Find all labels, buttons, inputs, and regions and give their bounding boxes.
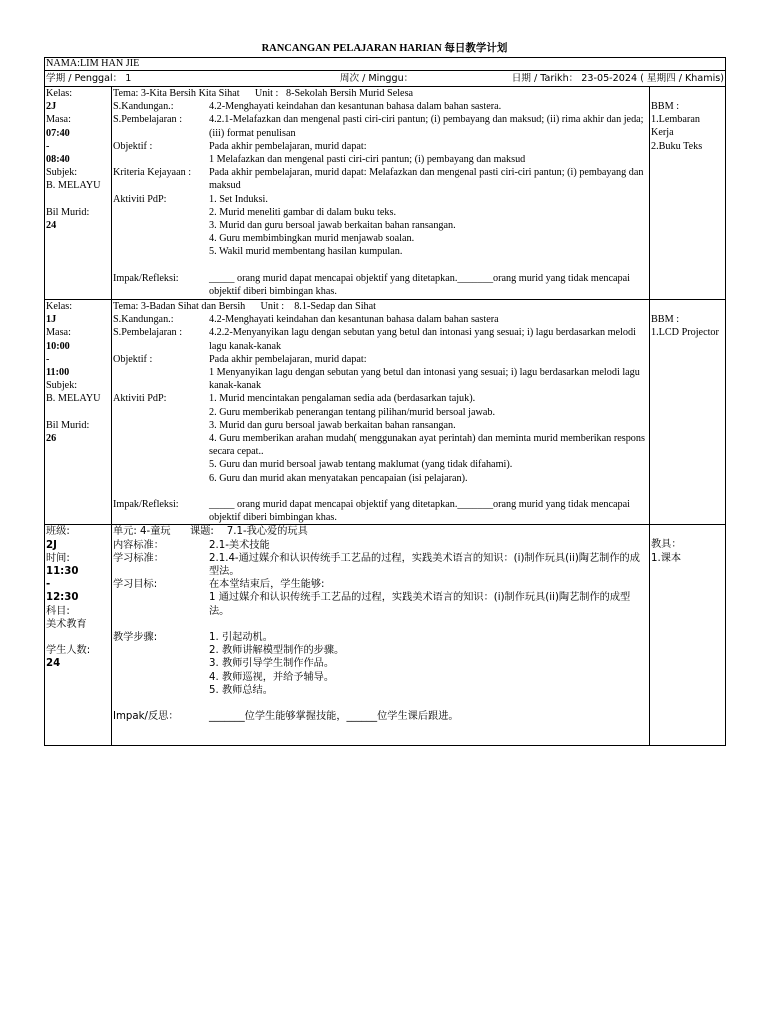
- field-label: S.Kandungan.:: [113, 314, 174, 326]
- lesson-content-cell: [112, 87, 650, 300]
- lesson-info-cell: [45, 300, 112, 525]
- aids-label: 教具：: [651, 539, 682, 551]
- aids-label: BBM :: [651, 101, 680, 112]
- field-label: 内容标准：: [113, 539, 164, 551]
- class-value: 2J: [46, 101, 57, 113]
- time-label: 时间:: [46, 552, 70, 564]
- activity-step: 5. Guru dan murid bersoal jawab tentang maklumat (yang tidak difahami).: [209, 459, 513, 471]
- field-text: Pada akhir pembelajaran, murid dapat: Melafazkan dan mengenal pasti ciri-ciri pantun; (i) pembayang dan maksud: [209, 167, 644, 192]
- field-text: 4.2.1-Melafazkan dan mengenal pasti ciri-ciri pantun; (i) pembayang dan maksud; (ii) rima akhir dan jeda; (iii) format penulisan: [209, 114, 644, 139]
- field-label: 学习标准：: [113, 552, 164, 564]
- theme-line: 单元: 4-童玩 课题: 7.1-我心爱的玩具: [113, 526, 308, 538]
- aid-item: 1.课本: [651, 552, 682, 564]
- lesson-info-cell: [45, 87, 112, 300]
- date-field: 日期 / Tarikh： 23-05-2024 ( 星期四 / Khamis): [511, 73, 725, 84]
- subject-label: 科目:: [46, 605, 70, 617]
- time-end: 11:00: [46, 367, 70, 379]
- field-label: 教学步骤:: [113, 632, 158, 644]
- class-value: 2J: [46, 539, 57, 551]
- reflection-text: _____ orang murid dapat mencapai objektif yang ditetapkan._______orang murid yang tidak mencapai objektif diberi bimbingan khas.: [209, 272, 630, 298]
- lesson-content-cell: [112, 525, 650, 746]
- field-label: S.Pembelajaran :: [113, 327, 183, 339]
- activity-step: 3. Murid dan guru bersoal jawab berkaitan bahan ransangan.: [209, 419, 456, 431]
- field-label: S.Pembelajaran :: [113, 114, 183, 126]
- field-text: 4.2-Menghayati keindahan dan kesantunan bahasa dalam bahan sastera: [209, 314, 499, 326]
- field-text: Pada akhir pembelajaran, murid dapat:: [209, 353, 367, 365]
- activity-step: 5. Wakil murid membentang hasilan kumpulan.: [209, 246, 403, 258]
- pupil-count-label: 学生人数:: [46, 645, 91, 657]
- teaching-aids-cell: [650, 300, 726, 525]
- term-field: 学期 / Penggal： 1: [46, 73, 132, 84]
- time-start: 11:30: [46, 566, 79, 578]
- subject-label: Subjek:: [46, 167, 78, 179]
- header-row-info: [45, 71, 726, 87]
- reflection-label: Impak/Refleksi:: [113, 272, 179, 284]
- activity-step: 4. 教师巡视，并给予辅导。: [209, 671, 335, 683]
- reflection-text: _______位学生能够掌握技能，______位学生课后跟进。: [209, 711, 459, 723]
- theme-line: Tema: 3-Badan Sihat dan Bersih Unit : 8.1-Sedap dan Sihat: [113, 301, 376, 312]
- header-row-name: [45, 58, 726, 71]
- lesson-plan-page: [44, 40, 725, 746]
- lesson-row: [45, 300, 726, 525]
- aid-item: 1.LCD Projector: [651, 327, 719, 339]
- field-text: 在本堂结束后，学生能够:: [209, 579, 325, 591]
- pupil-count-label: Bil Murid:: [46, 419, 90, 431]
- time-label: Masa:: [46, 114, 71, 126]
- activity-step: 2. Murid meneliti gambar di dalam buku teks.: [209, 206, 397, 218]
- field-label: Objektif :: [113, 140, 153, 152]
- time-label: Masa:: [46, 327, 71, 339]
- field-text: 2.1.4-通过媒介和认识传统手工艺品的过程，实践美术语言的知识：(i)制作玩具(ii)陶艺制作的成型法。: [209, 552, 640, 578]
- lesson-row: [45, 87, 726, 300]
- aid-item: 2.Buku Teks: [651, 140, 703, 152]
- time-dash: -: [46, 353, 50, 365]
- activity-step: 6. Guru dan murid akan menyatakan pencapaian (isi pelajaran).: [209, 472, 468, 484]
- field-label: S.Kandungan.:: [113, 101, 174, 113]
- activity-step: 2. 教师讲解模型制作的步骤。: [209, 645, 345, 657]
- class-label: Kelas:: [46, 301, 73, 312]
- pupil-count-value: 24: [46, 220, 57, 232]
- teaching-aids-cell: [650, 525, 726, 746]
- time-end: 12:30: [46, 592, 79, 604]
- field-label: Aktiviti PdP:: [113, 193, 167, 205]
- field-text: 2.1-美术技能: [209, 539, 270, 551]
- field-text: 1 Menyanyikan lagu dengan sebutan yang betul dan intonasi yang sesuai; i) lagu berdasarkan melodi lagu kanak-kanak: [209, 367, 640, 392]
- class-label: 班级:: [46, 526, 70, 538]
- field-text: Pada akhir pembelajaran, murid dapat:: [209, 140, 367, 152]
- activity-step: 2. Guru memberikab penerangan tentang pilihan/murid bersoal jawab.: [209, 406, 496, 418]
- field-label: Objektif :: [113, 353, 153, 365]
- time-start: 10:00: [46, 340, 70, 352]
- reflection-label: Impak/反思：: [113, 711, 179, 723]
- subject-value: 美术教育: [46, 618, 87, 630]
- activity-step: 1. 引起动机。: [209, 632, 273, 644]
- pupil-count-value: 24: [46, 658, 61, 670]
- theme-line: Tema: 3-Kita Bersih Kita Sihat Unit : 8-Sekolah Bersih Murid Selesa: [113, 88, 414, 99]
- class-label: Kelas:: [46, 88, 73, 99]
- teaching-aids-cell: [650, 87, 726, 300]
- subject-value: B. MELAYU: [46, 393, 101, 405]
- activity-step: 3. Murid dan guru bersoal jawab berkaitan bahan ransangan.: [209, 220, 456, 232]
- week-field: 周次 / Minggu：: [339, 73, 414, 84]
- aids-label: BBM :: [651, 314, 680, 325]
- subject-label: Subjek:: [46, 380, 78, 392]
- document-title: RANCANGAN PELAJARAN HARIAN 每日教学计划: [261, 43, 508, 54]
- lesson-info-cell: [45, 525, 112, 746]
- time-end: 08:40: [46, 154, 70, 166]
- activity-step: 4. Guru memberikan arahan mudah( menggunakan ayat perintah) dan meminta murid memberikan respons secara cepat..: [209, 433, 645, 458]
- class-value: 1J: [46, 314, 57, 326]
- activity-step: 1. Murid mencintakan pengalaman sedia ada (berdasarkan tajuk).: [209, 393, 476, 405]
- aid-item: 1.Lembaran Kerja: [651, 114, 700, 139]
- pupil-count-value: 26: [46, 433, 57, 445]
- activity-step: 5. 教师总结。: [209, 684, 273, 696]
- time-start: 07:40: [46, 127, 70, 139]
- field-text: 1 通过媒介和认识传统手工艺品的过程，实践美术语言的知识：(i)制作玩具(ii)陶艺制作的成型法。: [209, 592, 631, 617]
- subject-value: B. MELAYU: [46, 180, 101, 192]
- field-text: 4.2-Menghayati keindahan dan kesantunan bahasa dalam bahan sastera.: [209, 101, 502, 113]
- activity-step: 1. Set Induksi.: [209, 193, 268, 205]
- lesson-row: [45, 525, 726, 746]
- time-dash: -: [46, 579, 51, 591]
- field-label: Kriteria Kejayaan :: [113, 167, 192, 179]
- field-text: 4.2.2-Menyanyikan lagu dengan sebutan yang betul dan intonasi yang sesuai; i) lagu berdasarkan melodi lagu kanak-kanak: [209, 327, 636, 352]
- reflection-text: _____ orang murid dapat mencapai objektif yang ditetapkan._______orang murid yang tidak mencapai objektif diberi bimbingan khas.: [209, 499, 630, 524]
- reflection-label: Impak/Refleksi:: [113, 499, 179, 511]
- field-label: Aktiviti PdP:: [113, 393, 167, 405]
- time-dash: -: [46, 140, 50, 152]
- activity-step: 3. 教师引导学生制作作品。: [209, 658, 335, 670]
- activity-step: 4. Guru membimbingkan murid menjawab soalan.: [209, 233, 415, 245]
- field-text: 1 Melafazkan dan mengenal pasti ciri-ciri pantun; (i) pembayang dan maksud: [209, 154, 526, 166]
- field-label: 学习目标:: [113, 579, 158, 591]
- lesson-plan-table: [44, 57, 726, 746]
- teacher-name: NAMA:LIM HAN JIE: [46, 58, 140, 69]
- pupil-count-label: Bil Murid:: [46, 206, 90, 218]
- lesson-content-cell: [112, 300, 650, 525]
